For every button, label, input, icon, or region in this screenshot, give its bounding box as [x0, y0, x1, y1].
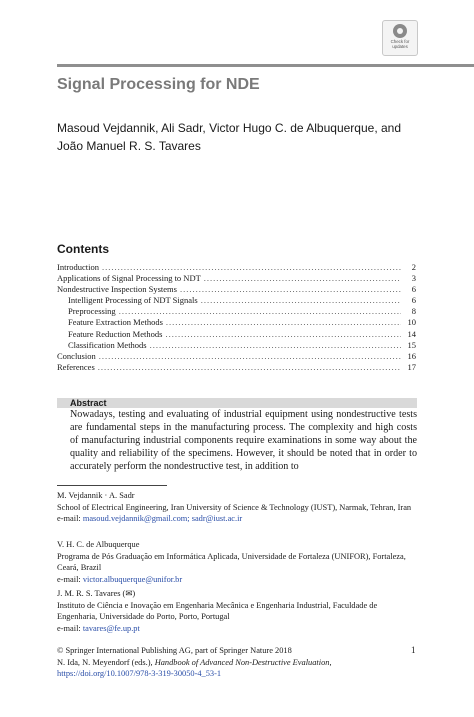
toc-entry-title: Applications of Signal Processing to NDT [57, 273, 201, 284]
affiliation-institution: School of Electrical Engineering, Iran University of Science & Technology (IUST), Narmak, Tehran, Iran [57, 502, 412, 512]
email-link[interactable]: masoud.vejdannik@gmail.com; sadr@iust.ac.ir [82, 514, 243, 524]
affiliation-block [57, 490, 417, 525]
toc-entry-page: 16 [407, 350, 416, 361]
toc-leader-dots [102, 262, 401, 273]
toc-entry-title: Preprocessing [68, 306, 116, 317]
toc-entry-page: 14 [407, 328, 416, 339]
toc-entry-title: Classification Methods [68, 339, 147, 350]
affiliation-names: J. M. R. S. Tavares (✉) [57, 589, 136, 598]
toc-entry[interactable] [57, 362, 416, 373]
toc-entry[interactable] [57, 284, 416, 295]
author-list [57, 119, 427, 155]
doi-link[interactable]: https://doi.org/10.1007/978-3-319-30050-4_53-1 [57, 669, 222, 679]
toc-entry-title: Introduction [57, 262, 100, 272]
affiliation-institution: Instituto de Ciência e Inovação em Engenharia Mecânica e Engenharia Industrial, Faculdade de Engenharia, Universidade do Porto, Porto, Portugal [57, 600, 378, 622]
toc-leader-dots [98, 362, 401, 373]
footnote-separator [57, 485, 167, 486]
update-icon [393, 24, 407, 38]
affiliation-names: M. Vejdannik · A. Sadr [57, 491, 135, 500]
abstract-text: Nowadays, testing and evaluating of industrial equipment using nondestructive tests are fundamental steps in the manufacturing process. The complexity and high costs of manufacturing industrial components require examinations in some way about the quality and reliability of the specimens. However, it should be noted that in order to accurately perform the nondestructive test, in addition to [70, 409, 417, 472]
toc-entry-page: 2 [411, 262, 416, 272]
table-of-contents [57, 262, 416, 373]
citation-line [57, 657, 417, 669]
toc-leader-dots [204, 273, 401, 284]
toc-leader-dots [201, 295, 401, 306]
toc-entry-title: Feature Reduction Methods [68, 328, 163, 339]
book-title: Handbook of Advanced Non-Destructive Evaluation [154, 657, 330, 667]
email-link[interactable]: tavares@fe.up.pt [82, 623, 140, 633]
toc-entry-page: 17 [407, 361, 416, 372]
toc-entry-page: 15 [407, 339, 416, 350]
citation-comma: , [329, 657, 332, 667]
toc-entry-title: Feature Extraction Methods [68, 317, 163, 328]
copyright-line: © Springer International Publishing AG, part of Springer Nature 2018 [57, 646, 292, 655]
contents-heading: Contents [57, 242, 109, 256]
toc-leader-dots [166, 317, 401, 328]
affiliation-block [57, 588, 417, 634]
affiliation-names: V. H. C. de Albuquerque [57, 540, 140, 549]
toc-leader-dots [99, 351, 401, 362]
toc-entry[interactable] [57, 340, 416, 351]
toc-entry-page: 10 [407, 317, 416, 328]
toc-entry-page: 6 [411, 295, 416, 306]
toc-entry[interactable] [57, 306, 416, 317]
affiliation-email-line [57, 574, 417, 586]
toc-entry-title: Nondestructive Inspection Systems [57, 284, 177, 295]
toc-entry[interactable] [57, 273, 416, 284]
email-label: e-mail: [57, 574, 83, 584]
toc-leader-dots [150, 340, 401, 351]
authors-line-2: João Manuel R. S. Tavares [57, 139, 201, 153]
toc-leader-dots [180, 284, 401, 295]
badge-label: Check for updates [390, 39, 410, 49]
toc-entry-page: 3 [411, 273, 416, 284]
affiliation-institution: Programa de Pós Graduação em Informática Aplicada, Universidade de Fortaleza (UNIFOR), Fortaleza, Ceará, Brazil [57, 551, 406, 573]
abstract-label: Abstract [70, 398, 107, 408]
toc-entry[interactable] [57, 262, 416, 273]
toc-entry-title: Conclusion [57, 350, 96, 361]
title-rule [57, 64, 474, 67]
email-link[interactable]: victor.albuquerque@unifor.br [82, 574, 183, 584]
check-for-updates-badge[interactable] [382, 20, 418, 56]
toc-entry-page: 6 [411, 284, 416, 295]
toc-entry-title: Intelligent Processing of NDT Signals [68, 295, 198, 306]
affiliation-email-line [57, 513, 417, 525]
toc-entry[interactable] [57, 295, 416, 306]
abstract-label-bar [57, 398, 417, 408]
chapter-footer [57, 645, 417, 680]
toc-leader-dots [165, 329, 401, 340]
authors-line-1: Masoud Vejdannik, Ali Sadr, Victor Hugo C. de Albuquerque, and [57, 121, 402, 135]
toc-entry-title: References [57, 361, 95, 372]
toc-entry[interactable] [57, 351, 416, 362]
toc-entry[interactable] [57, 317, 416, 328]
editors: N. Ida, N. Meyendorf (eds.), [57, 657, 155, 667]
chapter-title: Signal Processing for NDE [57, 76, 260, 93]
toc-leader-dots [119, 306, 401, 317]
email-label: e-mail: [57, 623, 83, 633]
toc-entry-page: 8 [411, 306, 416, 317]
affiliation-email-line [57, 623, 417, 635]
affiliation-block [57, 539, 417, 585]
page-number: 1 [411, 645, 416, 655]
toc-entry[interactable] [57, 329, 416, 340]
email-label: e-mail: [57, 514, 83, 524]
